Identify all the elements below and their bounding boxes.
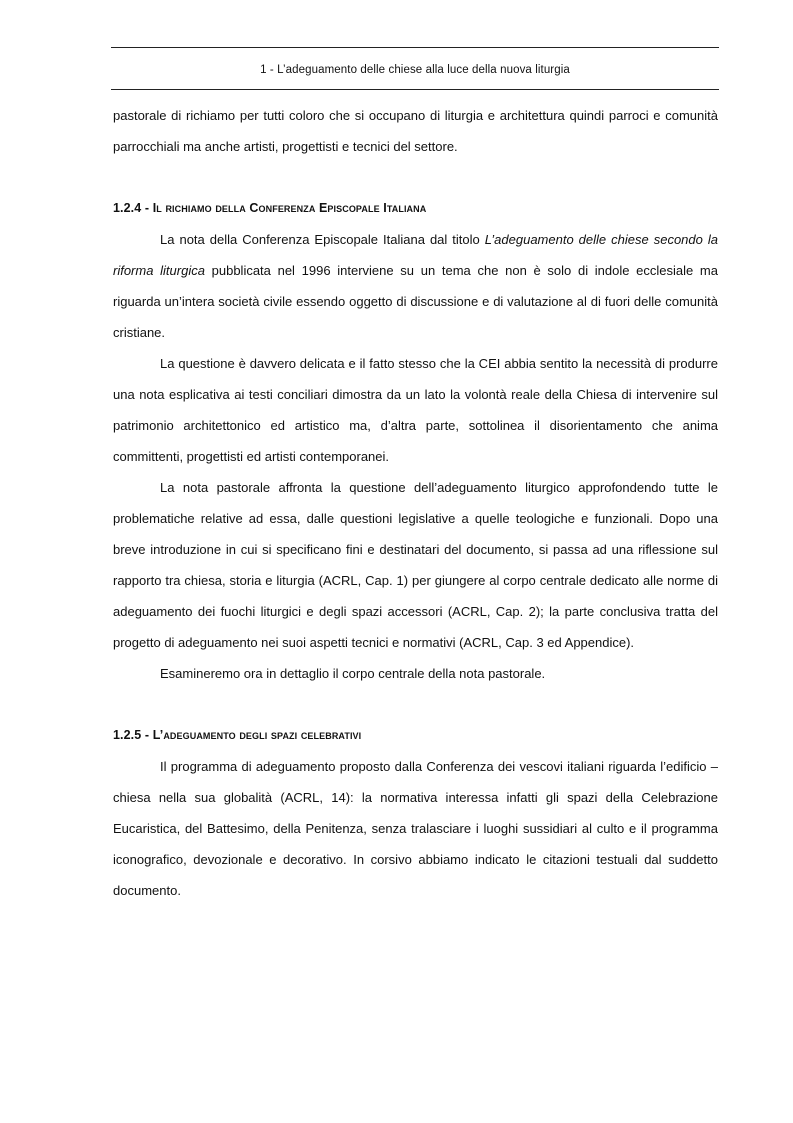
section-1-2-5-paragraph-1: Il programma di adeguamento proposto dalla Conferenza dei vescovi italiani riguarda l’edificio – chiesa nella sua globalità (ACRL, 14): la normativa interessa infatti gli spazi della Celebrazione Eucaristica, del Battesimo, della Penitenza, senza tralasciare i luoghi sussidiari al culto e il programma iconografico, devozionale e decorativo. In corsivo abbiamo indicato le citazioni testuali dal suddetto documento. [113, 759, 718, 898]
header-top-rule [111, 47, 719, 48]
document-title-italic: L’adeguamento delle chiese secondo la riforma liturgica [113, 232, 718, 278]
section-1-2-4-paragraph-2: La questione è davvero delicata e il fatto stesso che la CEI abbia sentito la necessità di produrre una nota esplicativa ai testi conciliari dimostra da un lato la volontà reale della Chiesa di intervenire sul patrimonio architettonico ed artistico ma, d’altra parte, sottolinea il disorientamento che anima committenti, progettisti ed artisti contemporanei. [113, 356, 718, 464]
section-spacer [113, 689, 718, 720]
section-spacer [113, 162, 718, 193]
paragraph-text: pubblicata nel 1996 interviene su un tema che non è solo di indole ecclesiale ma riguarda un’intera società civile essendo oggetto di discussione e di valutazione al di fuori delle comunità cristiane. [113, 263, 718, 340]
header-bottom-rule [111, 89, 719, 90]
paragraph-text: La nota della Conferenza Episcopale Italiana dal titolo [160, 232, 485, 247]
section-1-2-4-paragraph-3: La nota pastorale affronta la questione dell’adeguamento liturgico approfondendo tutte le problematiche relative ad essa, dalle questioni legislative a quelle teologiche e funzionali. Dopo una breve introduzione in cui si specificano fini e destinatari del documento, si passa ad una riflessione sul rapporto tra chiesa, storia e liturgia (ACRL, Cap. 1) per giungere al corpo centrale dedicato alle norme di adeguamento dei fuochi liturgici e degli spazi accessori (ACRL, Cap. 2); la parte conclusiva tratta del progetto di adeguamento nei suoi aspetti tecnici e normativi (ACRL, Cap. 3 ed Appendice). [113, 480, 718, 650]
page-body [113, 100, 718, 906]
section-heading-1-2-5: 1.2.5 - L’adeguamento degli spazi celebrativi [113, 728, 362, 742]
section-heading-1-2-4: 1.2.4 - Il richiamo della Conferenza Episcopale Italiana [113, 201, 427, 215]
section-1-2-4-paragraph-4: Esamineremo ora in dettaglio il corpo centrale della nota pastorale. [160, 666, 546, 681]
running-header: 1 - L’adeguamento delle chiese alla luce della nuova liturgia [260, 64, 570, 76]
intro-continuation-paragraph: pastorale di richiamo per tutti coloro che si occupano di liturgia e architettura quindi parroci e comunità parrocchiali ma anche artisti, progettisti e tecnici del settore. [113, 108, 718, 154]
section-1-2-4-paragraph-1 [113, 224, 718, 348]
